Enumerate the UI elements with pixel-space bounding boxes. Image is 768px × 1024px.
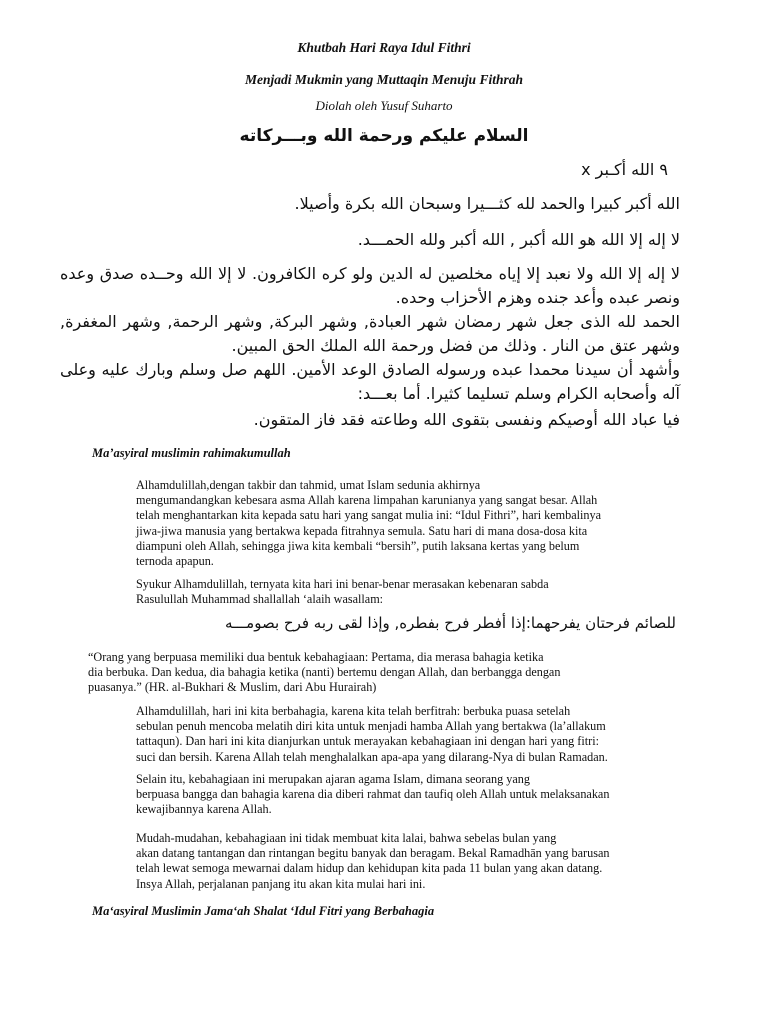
paragraph-line: puasanya.” (HR. al-Bukhari & Muslim, dari Abu Hurairah) <box>88 680 377 695</box>
section-heading-2: Ma‘asyiral Muslimin Jama‘ah Shalat ‘Idul Fitri yang Berbahagia <box>92 904 435 918</box>
paragraph-2 <box>88 577 685 607</box>
paragraph-line: dia berbuka. Dan kedua, dia bahagia ketika (nanti) bertemu dengan Allah, dan berbangga dengan <box>88 665 561 680</box>
paragraph-line: Syukur Alhamdulillah, ternyata kita hari ini benar-benar merasakan kebenaran sabda <box>136 577 549 591</box>
paragraph-line: sebulan penuh mencoba melatih diri kita untuk menjadi hamba Allah yang bertakwa (la’allakum <box>136 719 606 734</box>
paragraph-4 <box>88 704 685 765</box>
paragraph-line: Insya Allah, perjalanan panjang itu akan kita mulai hari ini. <box>136 876 426 891</box>
paragraph-line: diampuni oleh Allah, sehingga jiwa kita kembali “bersih”, putih laksana kertas yang belum <box>136 538 580 553</box>
paragraph-3 <box>88 650 685 696</box>
paragraph-line: berpuasa bangga dan bahagia karena dia diberi rahmat dan taufiq oleh Allah untuk melaksanakan <box>136 787 610 802</box>
paragraph-line: jiwa-jiwa manusia yang bertakwa kepada fitrahnya semula. Satu hari di mana dosa-dosa kita <box>136 523 588 538</box>
paragraph-5 <box>88 772 685 818</box>
hadith-arabic: للصائم فرحتان يفرحهما:إذا أفطر فرح بفطره, وإذا لقى ربه فرح بصومـــه <box>224 614 676 632</box>
paragraph-line: ternoda apapun. <box>136 554 214 569</box>
paragraph-line: suci dan bersih. Karena Allah telah menghalalkan apa-apa yang dilarang-Nya di bulan Ramadan. <box>136 749 608 764</box>
paragraph-line: Rasulullah Muhammad shallallah ‘alaih wasallam: <box>136 592 384 607</box>
paragraph-line: akan datang tantangan dan rintangan begitu banyak dan beragam. Bekal Ramadhān yang barusan <box>136 846 610 861</box>
document-author: Diolah oleh Yusuf Suharto <box>315 98 453 113</box>
paragraph-line: “Orang yang berpuasa memiliki dua bentuk kebahagiaan: Pertama, dia merasa bahagia ketika <box>88 650 544 664</box>
paragraph-line: mengumandangkan kebesara asma Allah karena limpahan karunianya yang sangat besar. Allah <box>136 493 598 508</box>
arabic-opening-4: الحمد لله الذى جعل شهر رمضان شهر العبادة, وشهر البركة, وشهر الرحمة, وشهر المغفرة, وشهر عتق من النار . وذلك من فضل ورحمة الله الملك الحق المبين. <box>60 312 680 355</box>
paragraph-line: Mudah-mudahan, kebahagiaan ini tidak membuat kita lalai, bahwa sebelas bulan yang <box>136 831 557 845</box>
arabic-opening-5: وأشهد أن سيدنا محمدا عبده ورسوله الصادق الوعد الأمين. اللهم صل وسلم وبارك عليه وعلى آله وأصحابه الكرام وسلم تسليما كثيرا. أما بعـــد: <box>60 360 680 403</box>
arabic-opening-3: لا إله إلا الله ولا نعبد إلا إياه مخلصين له الدين ولو كره الكافرون. لا إلا الله وحــده صدق وعده ونصر عبده وأعد جنده وهزم الأحزاب وحده. <box>60 264 680 307</box>
paragraph-line: Selain itu, kebahagiaan ini merupakan ajaran agama Islam, dimana seorang yang <box>136 772 530 786</box>
arabic-opening-6: فيا عباد الله أوصيكم ونفسى بتقوى الله وطاعته فقد فاز المتقون. <box>253 410 680 429</box>
paragraph-line: tattaqun). Dan hari ini kita dianjurkan untuk merayakan kebahagiaan ini dengan hari yang fitri: <box>136 734 599 749</box>
arabic-opening-2: لا إله إلا الله هو الله أكبر , الله أكبر ولله الحمـــد. <box>357 230 680 249</box>
paragraph-6 <box>88 831 685 892</box>
arabic-salam: السلام عليكم ورحمة الله وبـــركاته <box>239 126 529 146</box>
document-title: Khutbah Hari Raya Idul Fithri <box>297 40 471 55</box>
arabic-opening-1: الله أكبر كبيرا والحمد لله كثـــيرا وسبحان الله بكرة وأصيلا. <box>294 194 680 213</box>
paragraph-1 <box>88 478 685 569</box>
paragraph-line: telah menghantarkan kita kepada satu hari yang sangat mulia ini: “Idul Fithri”, hari kembalinya <box>136 508 602 523</box>
paragraph-line: Alhamdulillah, hari ini kita berbahagia, karena kita telah berfitrah: berbuka puasa setelah <box>136 704 571 718</box>
section-heading-1: Ma’asyiral muslimin rahimakumullah <box>92 446 291 460</box>
paragraph-line: Alhamdulillah,dengan takbir dan tahmid, umat Islam sedunia akhirnya <box>136 478 481 492</box>
paragraph-line: kewajibannya karena Allah. <box>136 802 272 817</box>
arabic-takbir: ٩ الله أكـبر x <box>581 160 668 179</box>
document-subtitle: Menjadi Mukmin yang Muttaqin Menuju Fithrah <box>245 72 523 87</box>
paragraph-line: telah lewat semoga mewarnai dalam hidup dan kehidupan kita pada 11 bulan yang akan datang. <box>136 861 603 876</box>
